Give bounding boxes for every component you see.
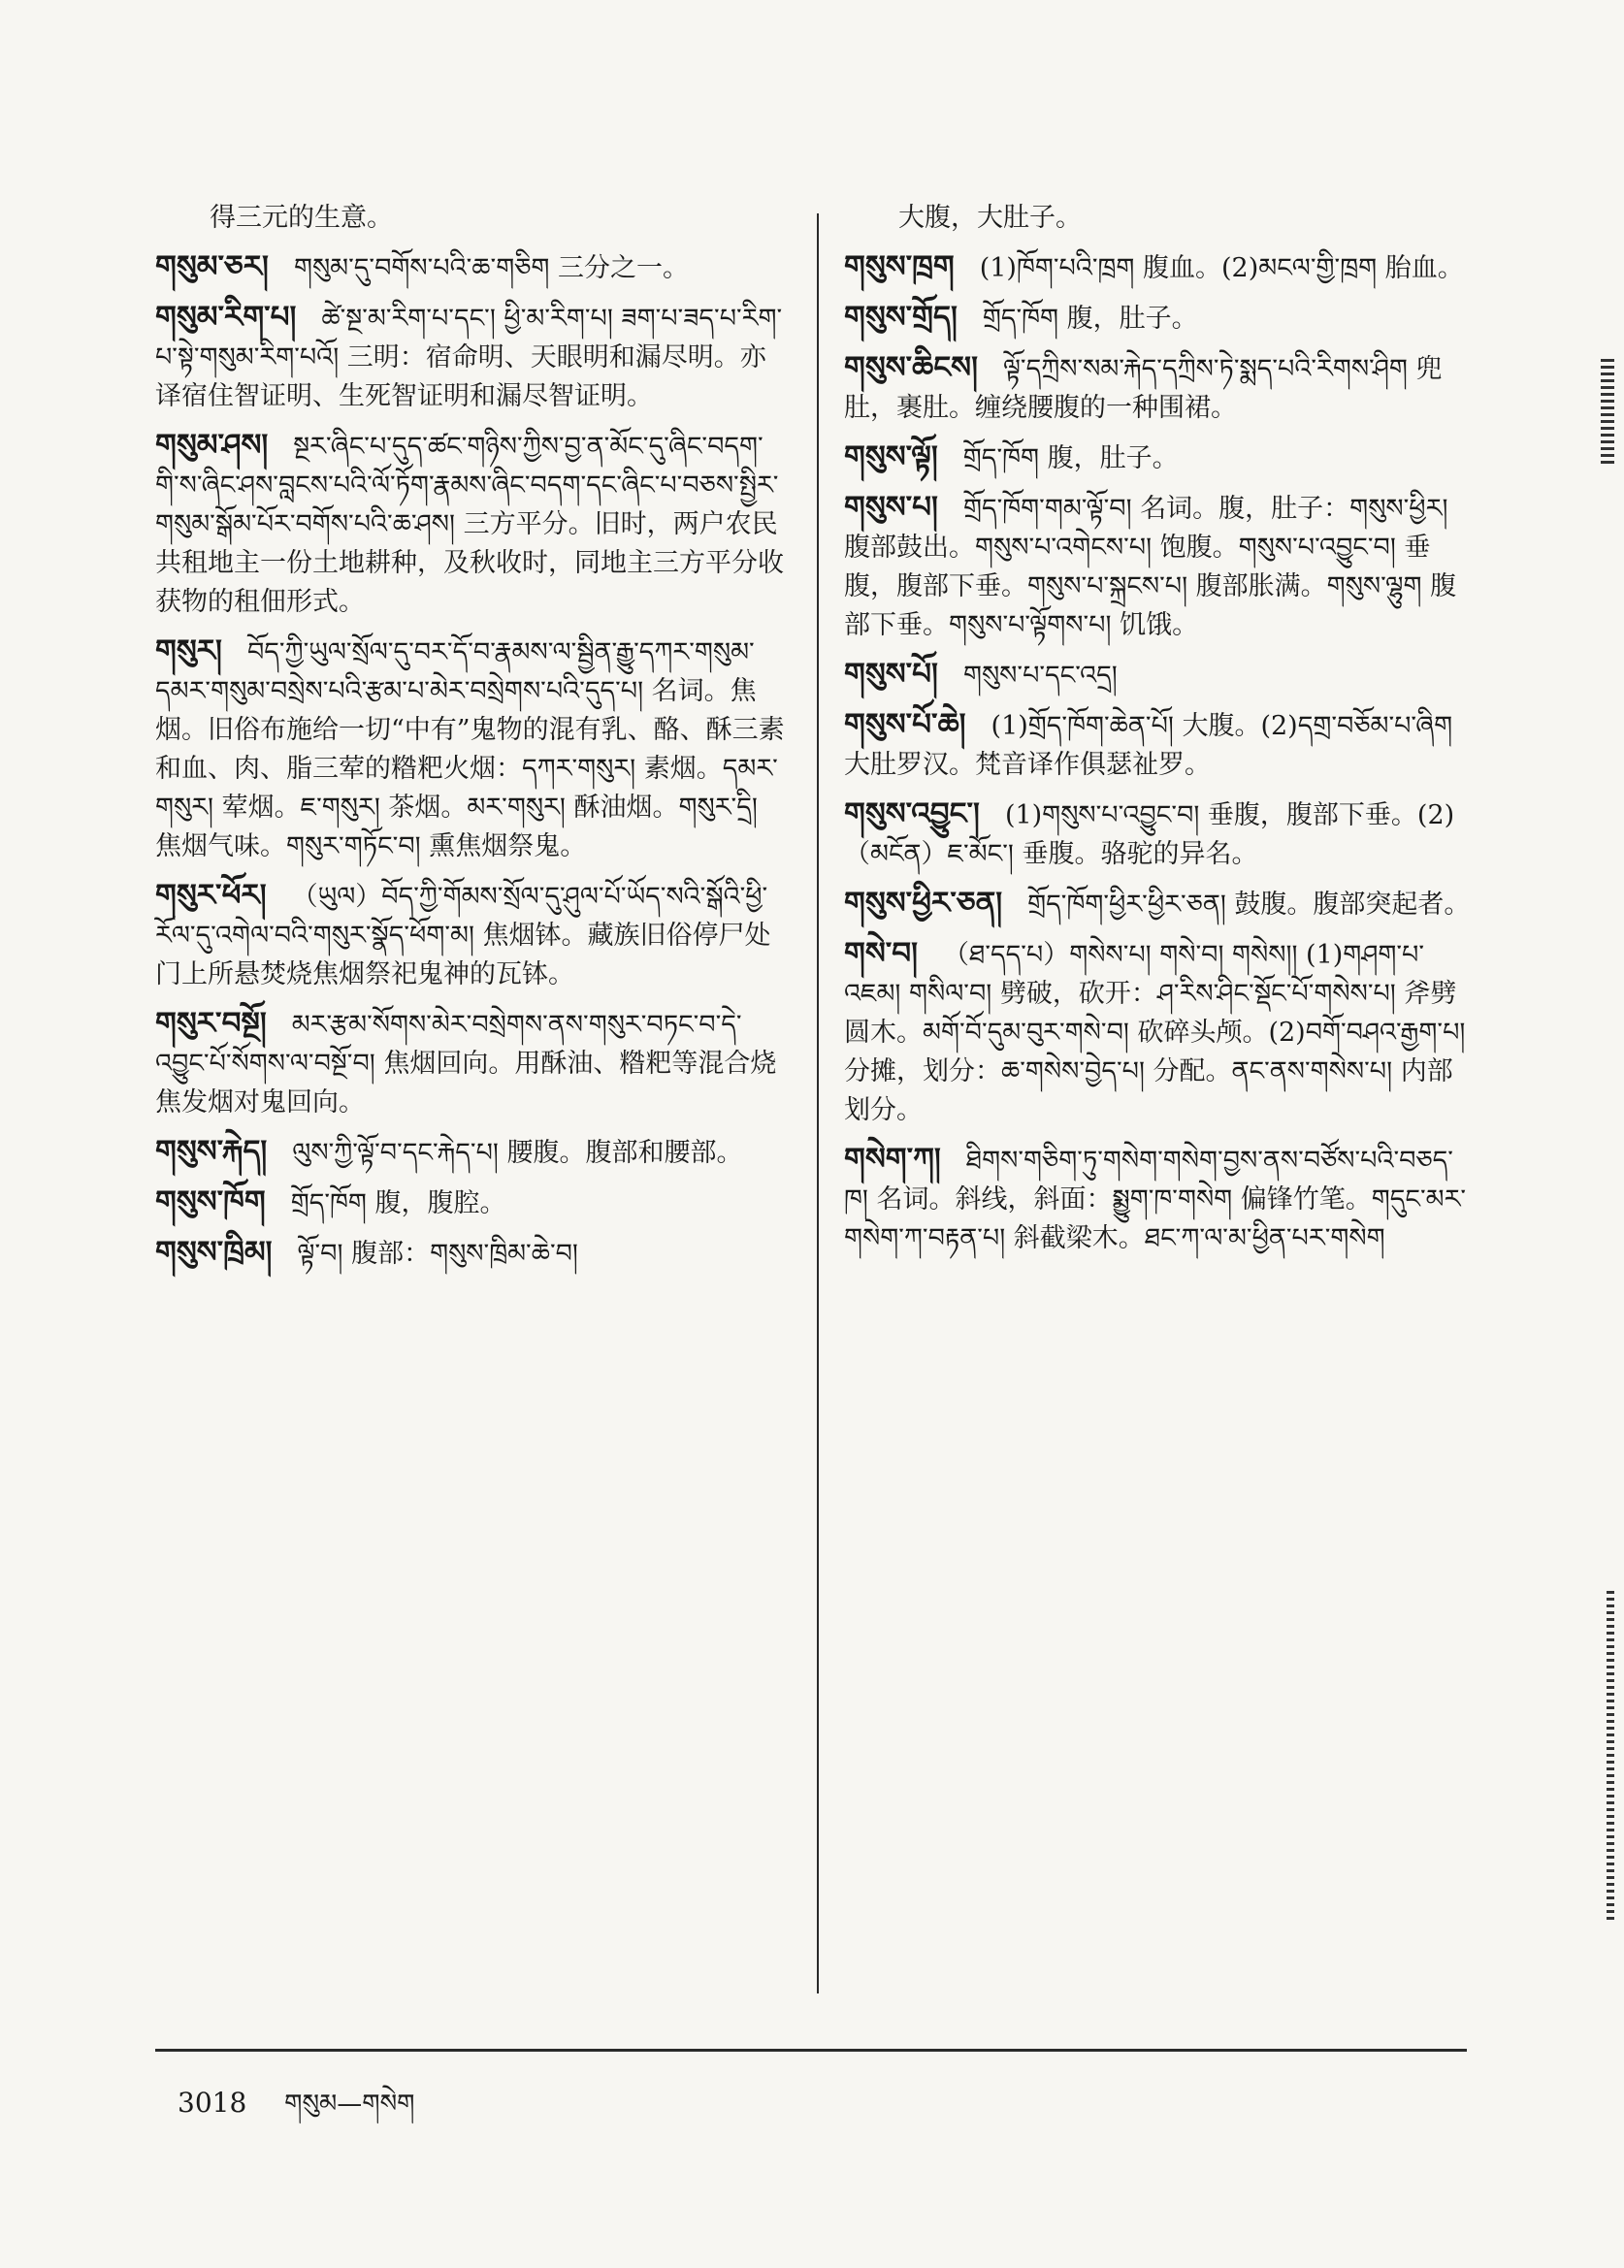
headword: གསུམ་ཅར། [155,249,269,284]
headword: གསུས་རྐེད། [155,1134,268,1169]
entry [844,488,1475,645]
column-divider [817,213,819,1993]
entry-body: 得三元的生意。 [210,203,393,233]
entry-body: ཚེ་སྔ་མ་རིག་པ་དང་། ཕྱི་མ་རིག་པ། ཟག་པ་ཟད་པ་རིག་པ་སྟེ་གསུམ་རིག་པའོ། 三明：宿命明、天眼明和漏尽明。亦译宿住智证明、生死智证明和漏尽智证明。 [155,304,783,411]
headword: གསུར། [155,633,222,668]
running-head: གསུམ—གསེག [284,2090,415,2119]
entry [844,934,1475,1130]
entry-body: བོད་ཀྱི་ཡུལ་སྲོལ་དུ་བར་དོ་བ་རྣམས་ལ་སྦྱིན་རྒྱུ་དཀར་གསུམ་དམར་གསུམ་བསྲེས་པའི་རྩམ་པ་མེར་བསྲེགས་པའི་དུད་པ། 名词。焦烟。旧俗布施给一切“中有”鬼物的混有乳、酪、酥三素和血、肉、脂三荤的糌粑火烟：དཀར་གསུར། 素烟。དམར་གསུར། 荤烟。ཇ་གསུར། 茶烟。མར་གསུར། 酥油烟。གསུར་དྲི། 焦烟气味。གསུར་གཏོང་བ། 熏焦烟祭鬼。 [155,637,785,861]
entry [844,298,1475,339]
entry [155,1233,786,1274]
entry-body: （ཐ་དད་པ）གསེས་པ། གསེ་བ། གསེས།། (1)གཤག་པ་འཇམ། གསིལ་བ། 劈破，砍开：ཤ་རིས་ཤིང་སྡོང་པོ་གསེས་པ། 斧劈圆木。མགོ་བོ་དུམ་བུར་གསེ་བ། 砍碎头颅。(2)བགོ་བཤའ་རྒྱག་པ། 分摊，划分：ཆ་གསེས་བྱེད་པ། 分配。ནང་ནས་གསེས་པ། 内部划分。 [844,940,1466,1125]
entry-body: གསུམ་དུ་བགོས་པའི་ཆ་གཅིག 三分之一。 [293,253,689,283]
entry-body: ལུས་ཀྱི་ལྟོ་བ་དང་རྐེད་པ། 腰腹。腹部和腰部。 [292,1138,743,1168]
entry-body: (1)ཁོག་པའི་ཁྲག 腹血。(2)མངལ་གྱི་ཁྲག 胎血。 [979,253,1464,283]
entry-body: ལྟོ་བ། 腹部：གསུས་ཁྲིམ་ཆེ་བ། [297,1239,578,1269]
entry-body: （ཡུལ）བོད་ཀྱི་གོམས་སྲོལ་དུ་ཤུལ་པོ་ཡོད་སའི་སྒོའི་ཕྱི་རོལ་དུ་འགེལ་བའི་གསུར་སྣོད་ཕོག་མ། 焦烟钵。藏族旧俗停尸处门上所悬焚烧焦烟祭祀鬼神的瓦钵。 [155,882,771,989]
headword: གསུས་གྲོད། [844,300,958,335]
headword: གསུས་ཁྲག [844,249,955,284]
headword: གསུས་ཆིངས། [844,350,978,385]
headword: གསུས་པ། [844,490,938,525]
page-footer [178,2076,414,2147]
entry [844,794,1475,874]
page-number: 3018 [178,2087,247,2119]
left-column [155,199,786,1283]
entry-body: སྔར་ཞིང་པ་དུད་ཚང་གཉིས་ཀྱིས་བྱ་ན་མོང་དུ་ཞིང་བདག་གི་ས་ཞིང་ཤས་བླངས་པའི་ལོ་ཏོག་རྣམས་ཞིང་བདག་དང་ཞིང་པ་བཅས་སྤྱིར་གསུམ་སྒོམ་པོར་བགོས་པའི་ཆ་ཤས། 三方平分。旧时，两户农民共租地主一份土地耕种，及秋收时，同地主三方平分收获物的租佃形式。 [155,432,784,617]
headword: གསུར་བསྔོ། [155,1006,267,1041]
entry-body: 大腹，大肚子。 [898,203,1082,233]
entry [155,426,786,622]
entry [155,632,786,866]
headword: གསུས་འབྱུང་། [844,796,980,831]
entry [844,1140,1475,1258]
entry [155,298,786,416]
headword: གསུམ་ཤས། [155,428,269,463]
headword: གསུས་ཁྲིམ། [155,1235,273,1270]
entry [155,1183,786,1223]
entry [844,199,1475,238]
entry-body: གྲོད་ཁོག 腹，肚子。 [982,304,1198,334]
entry [844,247,1475,288]
scan-margin-mark [1607,1591,1614,1921]
entry-body: གྲོད་ཁོག 腹，肚子。 [962,443,1179,473]
scan-margin-mark [1601,359,1614,466]
entry-body: གྲོད་ཁོག་གམ་ལྟོ་བ། 名词。腹，肚子：གསུས་ཕྱིར། 腹部鼓出。གསུས་པ་འགེངས་པ། 饱腹。གསུས་པ་འབྱུང་བ། 垂腹，腹部下垂。གསུས་པ་སྐྲངས་པ། 腹部胀满。གསུས་ལྷུག 腹部下垂。གསུས་པ་ལྟོགས་པ། 饥饿。 [844,494,1457,640]
footer-rule [155,2049,1467,2052]
entry [844,348,1475,428]
entry-body: (1)གྲོད་ཁོག་ཆེན་པོ། 大腹。(2)དགྲ་བཅོམ་པ་ཞིག 大肚罗汉。梵音译作俱瑟祉罗。 [844,711,1453,780]
headword: གསུས་པོ། [844,657,938,692]
headword: གསུས་པོ་ཆེ། [844,707,966,742]
right-column [844,199,1475,1268]
headword: གསེག་ཀ། [844,1142,941,1177]
entry [844,655,1475,696]
headword: གསེ་བ། [844,936,919,971]
entry [844,884,1475,924]
headword: གསུས་ཕྱིར་ཅན། [844,886,1003,921]
entry-body: གྲོད་ཁོག 腹，腹腔。 [290,1188,506,1218]
entry [155,1004,786,1122]
headword: གསུས་ལྟོ། [844,439,938,474]
entry [844,437,1475,478]
entry [155,876,786,994]
entry-body: ཐིགས་གཅིག་ཏུ་གསེག་གསེག་བྱས་ནས་བཙོས་པའི་བཅད་ཁ། 名词。斜线，斜面：སྨྱུག་ཁ་གསེག 偏锋竹笔。གདུང་མར་གསེག་ཀ་བརྟན་པ། 斜截梁木。ཐང་ཀ་ལ་མ་ཕྱིན་པར་གསེག [844,1146,1467,1253]
entry [155,199,786,238]
headword: གསུར་ཕོར། [155,878,267,913]
entry-body: (1)གསུས་པ་འབྱུང་བ། 垂腹，腹部下垂。(2)（མངོན）ཇ་མོང་། 垂腹。骆驼的异名。 [844,800,1455,869]
entry-body: གྲོད་ཁོག་ཕྱིར་ཕྱིར་ཅན། 鼓腹。腹部突起者。 [1027,890,1471,920]
headword: གསུས་ཁོག [155,1184,266,1219]
entry-body: མར་རྩམ་སོགས་མེར་བསྲེགས་ནས་གསུར་བཏང་བ་དེ་འབྱུང་པོ་སོགས་ལ་བསྔོ་བ། 焦烟回向。用酥油、糌粑等混合烧焦发烟对鬼回向。 [155,1010,777,1118]
entry-body: ལྟོ་དཀྲིས་སམ་རྐེད་དཀྲིས་ཏེ་སྨད་པའི་རིགས་ཤིག 兜肚，裹肚。缠绕腰腹的一种围裙。 [844,354,1443,423]
entry-body: གསུས་པ་དང་འདྲ། [962,661,1118,691]
entry [155,247,786,288]
entry [844,705,1475,785]
headword: གསུམ་རིག་པ། [155,300,297,335]
entry [155,1132,786,1173]
